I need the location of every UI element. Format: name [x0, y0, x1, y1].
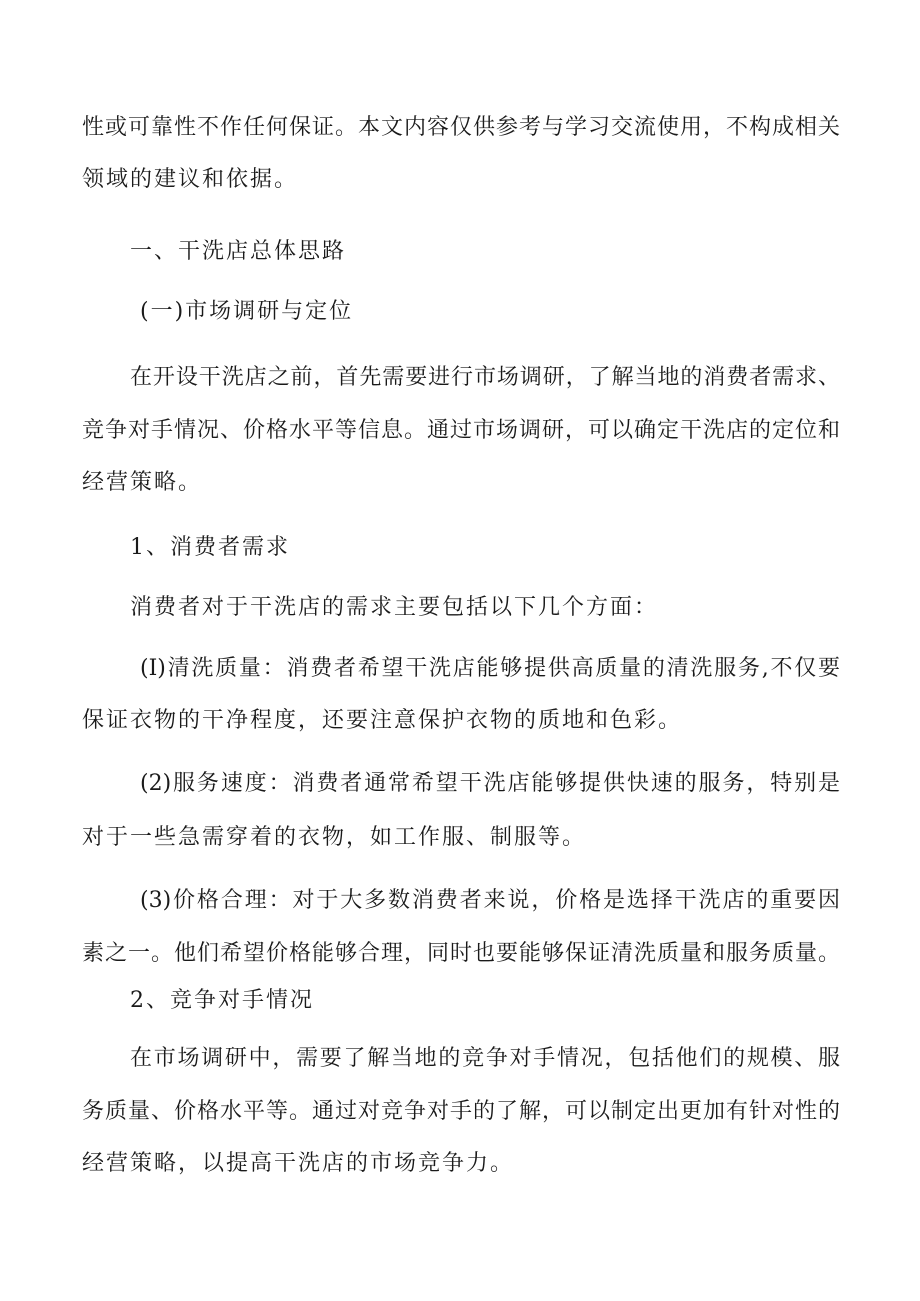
paragraph-line: 领域的建议和依据。: [82, 167, 299, 192]
list-item-line: 对于一些急需穿着的衣物，如工作服、制服等。: [82, 825, 587, 850]
list-item-line: (2)服务速度：消费者通常希望干洗店能够提供快速的服务，特别是: [140, 771, 840, 796]
paragraph-line: 性或可靠性不作任何保证。本文内容仅供参考与学习交流使用，不构成相关: [82, 115, 840, 140]
paragraph-line: 经营策略，以提高干洗店的市场竞争力。: [82, 1151, 515, 1176]
paragraph-line: 在市场调研中，需要了解当地的竞争对手情况，包括他们的规模、服: [130, 1046, 840, 1071]
list-item-line: (I)清洗质量：消费者希望干洗店能够提供高质量的清洗服务,不仅要: [140, 656, 840, 681]
paragraph-line: 务质量、价格水平等。通过对竞争对手的了解，可以制定出更加有针对性的: [82, 1099, 840, 1124]
item-heading: 1、消费者需求: [130, 535, 290, 560]
item-heading: 2、竞争对手情况: [130, 988, 314, 1013]
subsection-heading: (一)市场调研与定位: [140, 299, 354, 324]
paragraph-line: 消费者对于干洗店的需求主要包括以下几个方面：: [130, 595, 659, 620]
paragraph-line: 竞争对手情况、价格水平等信息。通过市场调研，可以确定干洗店的定位和: [82, 418, 840, 443]
list-item-line: 素之一。他们希望价格能够合理，同时也要能够保证清洗质量和服务质量。: [82, 941, 840, 966]
section-heading: 一、干洗店总体思路: [130, 239, 347, 264]
paragraph-line: 经营策略。: [82, 470, 203, 495]
list-item-line: 保证衣物的干净程度，还要注意保护衣物的质地和色彩。: [82, 708, 683, 733]
paragraph-line: 在开设干洗店之前，首先需要进行市场调研，了解当地的消费者需求、: [130, 365, 840, 390]
list-item-line: (3)价格合理：对于大多数消费者来说，价格是选择干洗店的重要因: [140, 888, 840, 913]
